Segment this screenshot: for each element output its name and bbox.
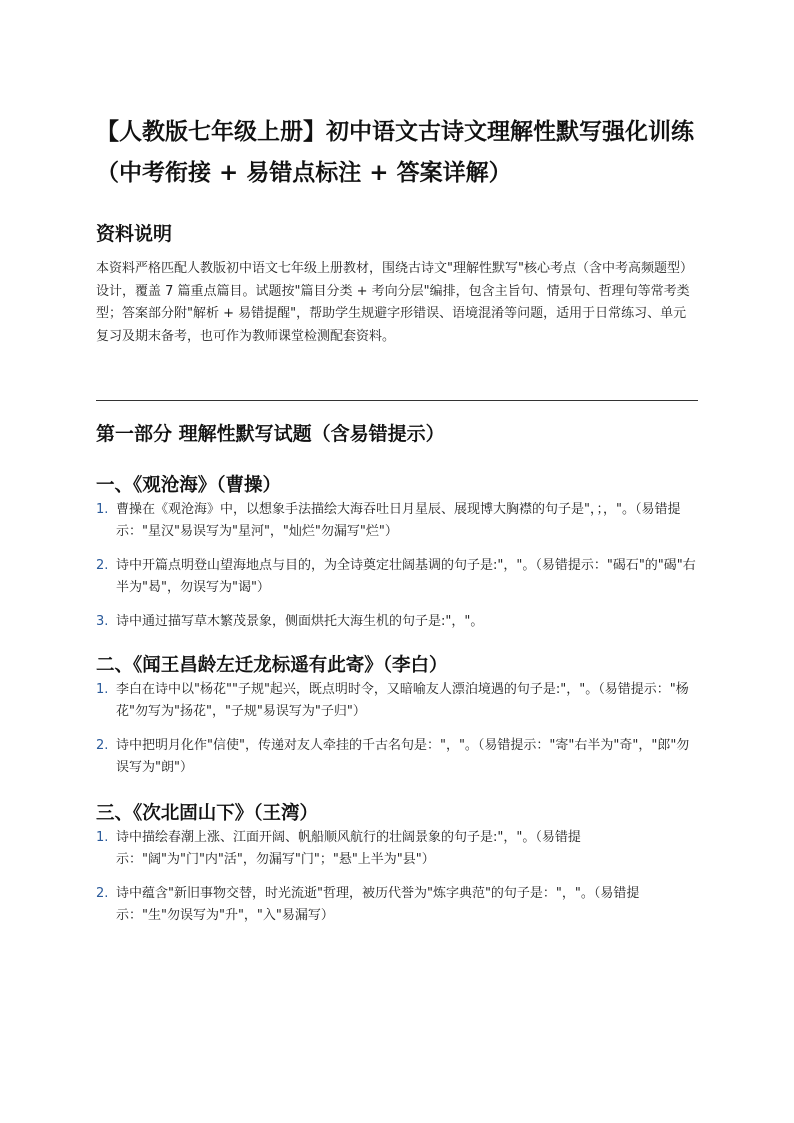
question-item xyxy=(96,611,698,633)
question-text: 曹操在《观沧海》中，以想象手法描绘大海吞吐日月星辰、展现博大胸襟的句子是"，；，"。（易错提示："星汉"易误写为"星河"，"灿烂"勿漏写"烂"） xyxy=(116,502,681,539)
question-text: 诗中通过描写草木繁茂景象，侧面烘托大海生机的句子是:"，"。 xyxy=(116,614,484,629)
section-heading-wenwangchangling: 二、《闻王昌龄左迁龙标遥有此寄》（李白） xyxy=(96,655,448,676)
question-item xyxy=(96,679,698,723)
question-item xyxy=(96,555,698,599)
question-text: 李白在诗中以"杨花""子规"起兴，既点明时令，又暗喻友人漂泊境遇的句子是:"，"。（易错提示："杨花"勿写为"扬花"，"子规"易误写为"子归"） xyxy=(116,682,689,719)
question-number: 3. xyxy=(96,614,109,629)
question-item xyxy=(96,735,698,779)
question-text: 诗中描绘春潮上涨、江面开阔、帆船顺风航行的壮阔景象的句子是:"，"。（易错提示："阔"为"门"内"活"，勿漏写"门"；"悬"上半为"县"） xyxy=(116,830,581,867)
info-heading: 资料说明 xyxy=(96,223,173,245)
question-number: 2. xyxy=(96,886,109,901)
question-item xyxy=(96,499,698,543)
section-heading-guancanghai: 一、《观沧海》（曹操） xyxy=(96,475,282,496)
question-number: 2. xyxy=(96,558,109,573)
section-divider xyxy=(96,400,698,401)
document-title: 【人教版七年级上册】初中语文古诗文理解性默写强化训练（中考衔接 + 易错点标注 + 答案详解） xyxy=(96,119,694,186)
question-item xyxy=(96,827,698,871)
question-item xyxy=(96,883,698,927)
question-list xyxy=(96,679,698,779)
question-number: 1. xyxy=(96,830,109,845)
info-paragraph: 本资料严格匹配人教版初中语文七年级上册教材，围绕古诗文"理解性默写"核心考点（含中考高频题型）设计，覆盖 7 篇重点篇目。试题按"篇目分类 + 考向分层"编排，包含主旨句、情景句、哲理句等常考类型；答案部分附"解析 + 易错提醒"，帮助学生规避字形错误、语境混淆等问题，适用于日常练习、单元复习及期末备考，也可作为教师课堂检测配套资料。 xyxy=(96,261,693,344)
question-text: 诗中蕴含"新旧事物交替，时光流逝"哲理，被历代誉为"炼字典范"的句子是："，"。（易错提示："生"勿误写为"升"，"入"易漏写） xyxy=(116,886,640,923)
section-heading-cibeigushan: 三、《次北固山下》（王湾） xyxy=(96,803,319,824)
question-text: 诗中把明月化作"信使"，传递对友人牵挂的千古名句是："，"。（易错提示："寄"右半为"奇"，"郎"勿误写为"朗"） xyxy=(116,738,690,775)
question-list xyxy=(96,499,698,633)
question-number: 2. xyxy=(96,738,109,753)
question-number: 1. xyxy=(96,682,109,697)
question-number: 1. xyxy=(96,502,109,517)
question-text: 诗中开篇点明登山望海地点与目的，为全诗奠定壮阔基调的句子是:"，"。（易错提示："碣石"的"碣"右半为"曷"，勿误写为"谒"） xyxy=(116,558,696,595)
part1-heading: 第一部分 理解性默写试题（含易错提示） xyxy=(96,423,445,445)
question-list xyxy=(96,827,698,927)
